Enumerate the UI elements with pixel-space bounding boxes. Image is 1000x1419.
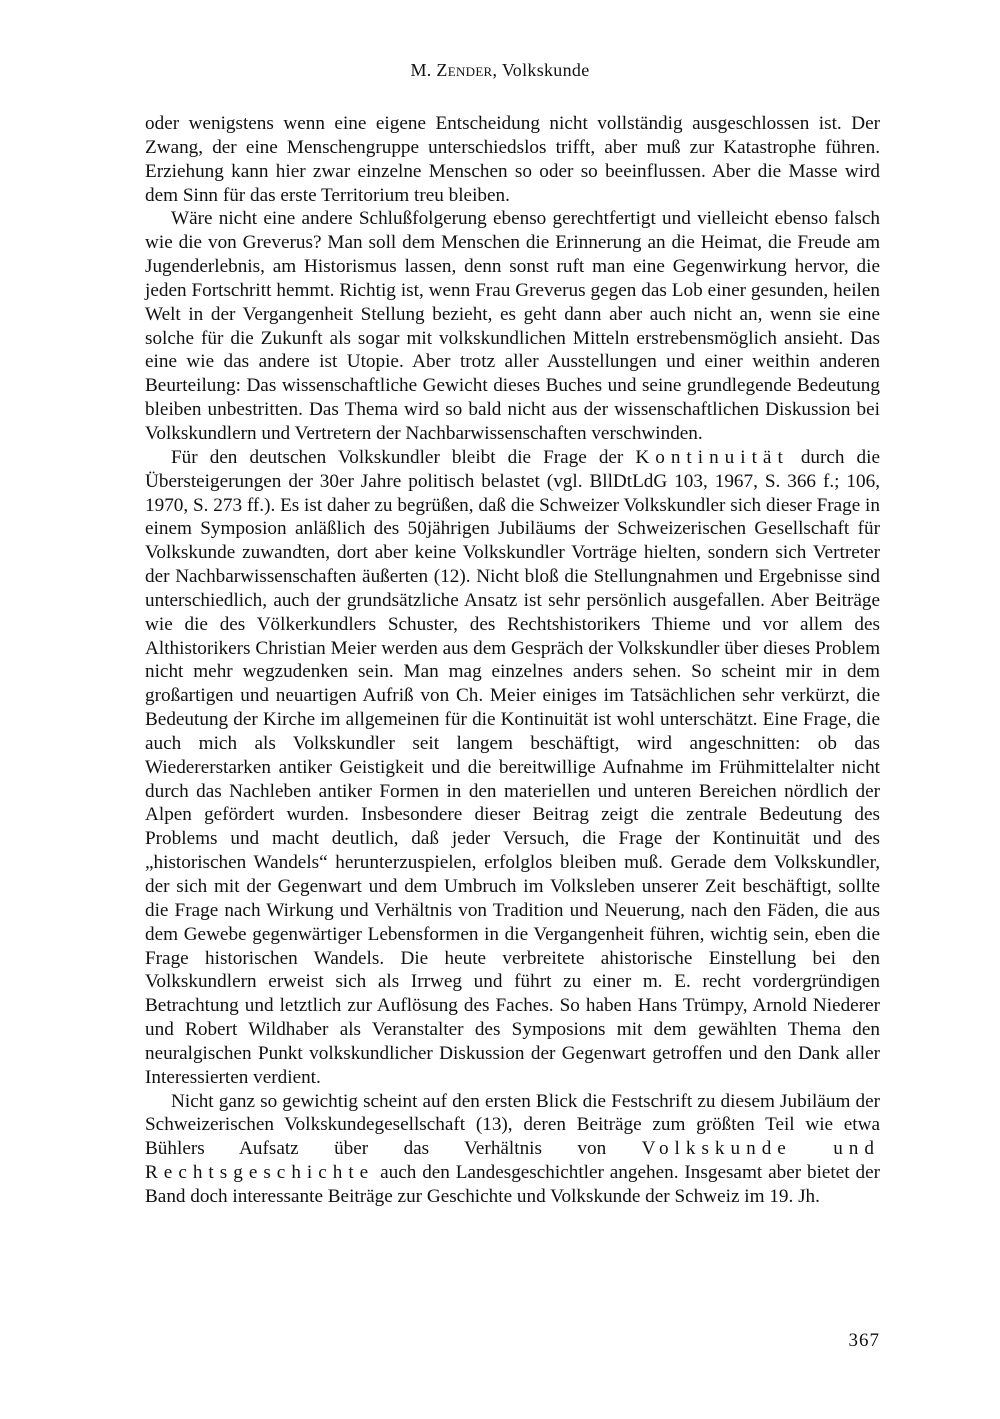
paragraph [145, 446, 880, 1090]
paragraph: Wäre nicht eine andere Schlußfolgerung ebenso gerechtfertigt und vielleicht ebenso falsch wie die von Greverus? Man soll dem Menschen die Erinnerung an die Heimat, die Freude am Jugenderlebnis, am Historismus lassen, denn sonst ruft man eine Gegenwirkung hervor, die jeden Fortschritt hemmt. Richtig ist, wenn Frau Greverus gegen das Lob einer gesunden, heilen Welt in der Vergangenheit Stellung bezieht, es geht dann aber auch nicht an, wenn sie eine solche für die Zukunft als sogar mit volkskundlichen Mitteln erstrebensmöglich ansieht. Das eine wie das andere ist Utopie. Aber trotz aller Ausstellungen und einer weithin anderen Beurteilung: Das wissenschaftliche Gewicht dieses Buches und seine grundlegende Bedeutung bleiben unbestritten. Das Thema wird so bald nicht aus der wissenschaftlichen Diskussion bei Volkskundlern und Vertretern der Nachbarwissenschaften verschwinden. [145, 208, 880, 444]
paragraph: oder wenigstens wenn eine eigene Entscheidung nicht vollständig ausgeschlossen ist. Der Zwang, der eine Menschengruppe unterschiedslos trifft, aber muß zur Katastrophe führen. Erziehung kann hier zwar einzelne Menschen so oder so beeinflussen. Aber die Masse wird dem Sinn für das erste Territorium treu bleiben. [145, 113, 880, 206]
spaced-emphasis: Volkskunde und Rechtsgeschichte [145, 1138, 880, 1184]
body-text [145, 112, 880, 1209]
paragraph [145, 1090, 880, 1209]
running-head-separator: , [492, 60, 502, 80]
paragraph-text: durch die Übersteigerungen der 30er Jahre politisch belastet (vgl. BllDtLdG 103, 1967, S. 366 f.; 106, 1970, S. 273 ff.). Es ist daher zu begrüßen, daß die Schweizer Volkskundler sich dieser Frage in einem Symposion anläßlich des 50jährigen Jubiläums der Schweizerischen Gesellschaft für Volkskunde zuwandten, dort aber keine Volkskundler Vorträge hielten, sondern sich Vertreter der Nachbarwissenschaften äußerten (12). Nicht bloß die Stellungnahmen und Ergebnisse sind unterschiedlich, auch der grundsätzliche Ansatz ist sehr persönlich ausgefallen. Aber Beiträge wie die des Völkerkundlers Schuster, des Rechtshistorikers Thieme und vor allem des Althistorikers Christian Meier werden aus dem Gespräch der Volkskundler über dieses Problem nicht mehr wegzudenken sein. Man mag einzelnes anders sehen. So scheint mir in dem großartigen und neuartigen Aufriß von Ch. Meier einiges im Tatsächlichen sehr verkürzt, die Bedeutung der Kirche im allgemeinen für die Kontinuität ist wohl unterschätzt. Eine Frage, die auch mich als Volkskundler seit langem beschäftigt, wird angeschnitten: ob das Wiedererstarken antiker Geistigkeit und die bereitwillige Aufnahme im Frühmittelalter nicht durch das Nachleben antiker Formen in den materiellen und unteren Bereichen nördlich der Alpen gefördert wurden. Insbesondere dieser Beitrag zeigt die zentrale Bedeutung des Problems und macht deutlich, daß jeder Versuch, die Frage der Kontinuität und des „historischen Wandels“ herunterzuspielen, erfolglos bleiben muß. Gerade dem Volkskundler, der sich mit der Gegenwart und dem Umbruch im Volksleben unserer Zeit beschäftigt, sollte die Frage nach Wirkung und Verhältnis von Tradition und Neuerung, nach den Fäden, die aus dem Gewebe gegenwärtiger Lebensformen in die Vergangenheit führen, wichtig sein, eben die Frage historischen Wandels. Die heute verbreitete ahistorische Einstellung bei den Volkskundlern erweist sich als Irrweg und führt zu einer m. E. recht vordergründigen Betrachtung und letztlich zur Auflösung des Faches. So haben Hans Trümpy, Arnold Niederer und Robert Wildhaber als Veranstalter des Symposions mit dem gewählten Thema den neuralgischen Punkt volkskundlicher Diskussion der Gegenwart getroffen und den Dank aller Interessierten verdient. [145, 446, 880, 1088]
page-number: 367 [848, 1330, 880, 1351]
paragraph-text: Nicht ganz so gewichtig scheint auf den ersten Blick die Festschrift zu diesem Jubiläum der Schweizerischen Volkskundegesellschaft (13), deren Beiträge zum größten Teil wie etwa Bühlers Aufsatz über das Verhältnis von [145, 1090, 880, 1160]
paragraph-text: auch den Landesgeschichtler angehen. Insgesamt aber bietet der Band doch interessante Beiträge zur Geschichte und Volkskunde der Schweiz im 19. Jh. [145, 1162, 880, 1207]
spaced-emphasis: Kontinuität [635, 446, 789, 468]
running-head-title: Volkskunde [501, 60, 590, 80]
running-head-author: M. Zender [410, 60, 493, 80]
paragraph-text: Für den deutschen Volkskundler bleibt die Frage der [171, 446, 636, 468]
running-head [0, 60, 1000, 81]
